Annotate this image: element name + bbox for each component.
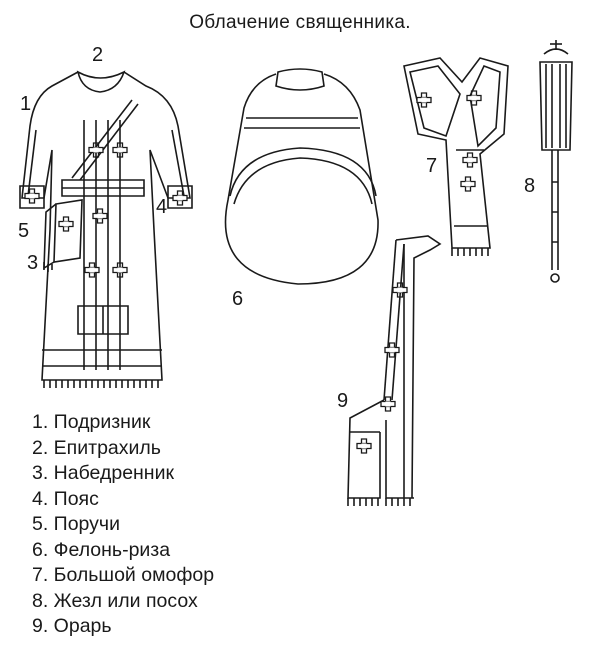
legend-item-omophorion: 7. Большой омофор	[32, 564, 215, 586]
legend-item-orarion: 9. Орарь	[32, 615, 112, 637]
label-2: 2	[92, 44, 104, 66]
label-8: 8	[524, 175, 536, 197]
label-1: 1	[20, 93, 32, 115]
phelonion-figure	[225, 69, 378, 284]
podriznik-figure	[20, 72, 192, 388]
label-6: 6	[232, 288, 244, 310]
label-4: 4	[156, 196, 168, 218]
label-9: 9	[337, 390, 349, 412]
legend-item-podriznik: 1. Подризник	[32, 411, 151, 433]
crozier-figure	[540, 40, 572, 282]
legend-item-crozier: 8. Жезл или посох	[32, 589, 198, 612]
legend-item-nabedrennik: 3. Набедренник	[32, 462, 175, 484]
label-5: 5	[18, 220, 30, 242]
diagram-title: Облачение священника.	[189, 12, 411, 33]
legend-item-epitrakhil: 2. Епитрахиль	[32, 436, 161, 459]
label-3: 3	[27, 252, 39, 274]
omophorion-figure	[404, 58, 508, 256]
legend-item-phelonion: 6. Фелонь-риза	[32, 538, 171, 561]
orarion-figure	[348, 236, 440, 506]
legend	[32, 410, 214, 640]
label-7: 7	[426, 155, 438, 177]
legend-item-poruchi: 5. Поручи	[32, 513, 120, 535]
legend-item-poyas: 4. Пояс	[32, 487, 99, 510]
